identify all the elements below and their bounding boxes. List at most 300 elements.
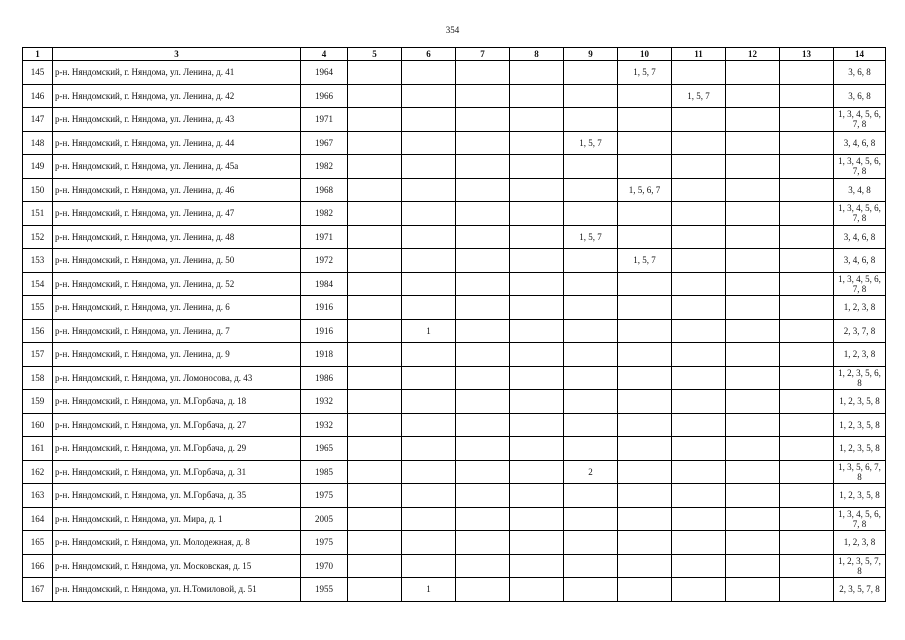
- cell-col-14: 1, 3, 4, 5, 6, 7, 8: [834, 272, 886, 296]
- cell-year: 1968: [301, 178, 348, 202]
- header-cell-7: 7: [456, 48, 510, 61]
- cell-row-number: 157: [23, 343, 53, 367]
- cell-col-9: [564, 202, 618, 226]
- cell-col-13: [780, 225, 834, 249]
- cell-col-14: 1, 3, 4, 5, 6, 7, 8: [834, 108, 886, 132]
- cell-col-14: 1, 3, 4, 5, 6, 7, 8: [834, 507, 886, 531]
- cell-col-5: [348, 61, 402, 85]
- cell-col-11: [672, 390, 726, 414]
- cell-col-9: [564, 366, 618, 390]
- cell-col-13: [780, 437, 834, 461]
- cell-col-10: [618, 413, 672, 437]
- header-cell-9: 9: [564, 48, 618, 61]
- cell-col-5: [348, 437, 402, 461]
- cell-col-9: [564, 343, 618, 367]
- cell-col-11: [672, 366, 726, 390]
- cell-col-7: [456, 178, 510, 202]
- table-body: [23, 61, 886, 602]
- cell-address: р-н. Няндомский, г. Няндома, ул. М.Горбача, д. 35: [53, 484, 301, 508]
- cell-col-12: [726, 484, 780, 508]
- cell-col-5: [348, 155, 402, 179]
- cell-col-9: [564, 84, 618, 108]
- cell-col-8: [510, 272, 564, 296]
- cell-col-6: [402, 225, 456, 249]
- table-row: [23, 578, 886, 602]
- cell-col-13: [780, 61, 834, 85]
- cell-col-10: [618, 578, 672, 602]
- cell-col-8: [510, 296, 564, 320]
- cell-address: р-н. Няндомский, г. Няндома, ул. Н.Томиловой, д. 51: [53, 578, 301, 602]
- cell-col-5: [348, 272, 402, 296]
- cell-address: р-н. Няндомский, г. Няндома, ул. Ленина, д. 44: [53, 131, 301, 155]
- cell-col-6: [402, 460, 456, 484]
- cell-col-9: [564, 484, 618, 508]
- cell-row-number: 148: [23, 131, 53, 155]
- cell-year: 1975: [301, 484, 348, 508]
- cell-col-11: [672, 437, 726, 461]
- cell-col-7: [456, 531, 510, 555]
- table-row: [23, 296, 886, 320]
- cell-col-11: [672, 61, 726, 85]
- cell-col-9: [564, 413, 618, 437]
- cell-col-12: [726, 437, 780, 461]
- cell-col-10: [618, 202, 672, 226]
- cell-col-12: [726, 108, 780, 132]
- header-cell-8: 8: [510, 48, 564, 61]
- cell-col-5: [348, 484, 402, 508]
- cell-col-10: [618, 507, 672, 531]
- cell-col-12: [726, 155, 780, 179]
- cell-col-10: [618, 84, 672, 108]
- cell-col-9: [564, 319, 618, 343]
- page-number: 354: [445, 25, 460, 35]
- cell-col-13: [780, 272, 834, 296]
- cell-col-5: [348, 296, 402, 320]
- cell-row-number: 160: [23, 413, 53, 437]
- cell-col-7: [456, 413, 510, 437]
- cell-year: 1966: [301, 84, 348, 108]
- cell-col-13: [780, 366, 834, 390]
- cell-col-11: [672, 202, 726, 226]
- cell-col-6: [402, 84, 456, 108]
- cell-col-6: [402, 531, 456, 555]
- cell-year: 1986: [301, 366, 348, 390]
- cell-col-10: [618, 531, 672, 555]
- cell-col-13: [780, 413, 834, 437]
- cell-col-14: 2, 3, 5, 7, 8: [834, 578, 886, 602]
- cell-year: 2005: [301, 507, 348, 531]
- cell-col-6: [402, 202, 456, 226]
- cell-row-number: 166: [23, 554, 53, 578]
- cell-col-10: [618, 155, 672, 179]
- cell-col-12: [726, 413, 780, 437]
- cell-row-number: 154: [23, 272, 53, 296]
- cell-col-12: [726, 460, 780, 484]
- cell-col-11: [672, 413, 726, 437]
- cell-col-14: 1, 3, 4, 5, 6, 7, 8: [834, 155, 886, 179]
- cell-col-12: [726, 390, 780, 414]
- cell-col-6: [402, 131, 456, 155]
- cell-year: 1972: [301, 249, 348, 273]
- cell-col-11: [672, 249, 726, 273]
- cell-col-6: [402, 343, 456, 367]
- cell-col-9: 2: [564, 460, 618, 484]
- cell-year: 1982: [301, 155, 348, 179]
- table-row: [23, 366, 886, 390]
- cell-year: 1916: [301, 319, 348, 343]
- table-row: [23, 202, 886, 226]
- cell-col-11: [672, 108, 726, 132]
- cell-col-14: 1, 2, 3, 8: [834, 343, 886, 367]
- cell-col-5: [348, 413, 402, 437]
- cell-col-10: 1, 5, 7: [618, 249, 672, 273]
- cell-year: 1932: [301, 390, 348, 414]
- cell-col-6: [402, 437, 456, 461]
- cell-col-14: 1, 2, 3, 5, 8: [834, 437, 886, 461]
- cell-col-5: [348, 343, 402, 367]
- cell-col-8: [510, 390, 564, 414]
- cell-year: 1971: [301, 108, 348, 132]
- cell-col-9: [564, 554, 618, 578]
- cell-col-13: [780, 84, 834, 108]
- cell-col-13: [780, 296, 834, 320]
- cell-col-5: [348, 178, 402, 202]
- cell-col-11: [672, 319, 726, 343]
- cell-col-11: [672, 225, 726, 249]
- cell-year: 1984: [301, 272, 348, 296]
- cell-col-12: [726, 296, 780, 320]
- cell-address: р-н. Няндомский, г. Няндома, ул. Ленина, д. 45а: [53, 155, 301, 179]
- cell-col-14: 3, 4, 6, 8: [834, 131, 886, 155]
- cell-year: 1967: [301, 131, 348, 155]
- cell-col-5: [348, 84, 402, 108]
- cell-col-7: [456, 155, 510, 179]
- cell-col-6: [402, 249, 456, 273]
- cell-col-10: [618, 272, 672, 296]
- cell-col-13: [780, 202, 834, 226]
- cell-address: р-н. Няндомский, г. Няндома, ул. Ленина, д. 46: [53, 178, 301, 202]
- cell-row-number: 152: [23, 225, 53, 249]
- cell-col-5: [348, 319, 402, 343]
- cell-col-8: [510, 155, 564, 179]
- cell-row-number: 156: [23, 319, 53, 343]
- cell-row-number: 150: [23, 178, 53, 202]
- cell-col-9: 1, 5, 7: [564, 131, 618, 155]
- cell-col-12: [726, 225, 780, 249]
- data-table: [22, 47, 886, 602]
- cell-col-11: [672, 178, 726, 202]
- cell-col-6: [402, 272, 456, 296]
- cell-col-8: [510, 413, 564, 437]
- cell-col-6: 1: [402, 578, 456, 602]
- cell-col-9: [564, 578, 618, 602]
- cell-row-number: 167: [23, 578, 53, 602]
- header-cell-12: 12: [726, 48, 780, 61]
- cell-col-14: 3, 4, 8: [834, 178, 886, 202]
- header-cell-10: 10: [618, 48, 672, 61]
- cell-col-13: [780, 390, 834, 414]
- cell-col-10: [618, 343, 672, 367]
- table-row: [23, 178, 886, 202]
- cell-col-7: [456, 61, 510, 85]
- table-row: [23, 413, 886, 437]
- cell-col-14: 1, 2, 3, 5, 7, 8: [834, 554, 886, 578]
- cell-col-10: 1, 5, 6, 7: [618, 178, 672, 202]
- cell-col-8: [510, 460, 564, 484]
- table-row: [23, 84, 886, 108]
- cell-col-11: [672, 578, 726, 602]
- cell-col-8: [510, 437, 564, 461]
- cell-col-11: [672, 155, 726, 179]
- cell-col-10: [618, 554, 672, 578]
- cell-col-11: [672, 272, 726, 296]
- cell-col-13: [780, 131, 834, 155]
- cell-col-8: [510, 225, 564, 249]
- cell-col-12: [726, 531, 780, 555]
- cell-col-12: [726, 178, 780, 202]
- cell-col-10: [618, 319, 672, 343]
- cell-col-13: [780, 249, 834, 273]
- cell-col-7: [456, 108, 510, 132]
- header-cell-1: 1: [23, 48, 53, 61]
- cell-col-10: [618, 484, 672, 508]
- cell-col-13: [780, 554, 834, 578]
- cell-col-14: 3, 6, 8: [834, 84, 886, 108]
- cell-col-10: [618, 296, 672, 320]
- cell-row-number: 158: [23, 366, 53, 390]
- cell-col-12: [726, 61, 780, 85]
- cell-year: 1975: [301, 531, 348, 555]
- header-cell-11: 11: [672, 48, 726, 61]
- cell-col-14: 1, 3, 4, 5, 6, 7, 8: [834, 202, 886, 226]
- cell-col-9: [564, 437, 618, 461]
- cell-col-6: [402, 108, 456, 132]
- cell-year: 1932: [301, 413, 348, 437]
- header-cell-4: 4: [301, 48, 348, 61]
- cell-col-6: [402, 178, 456, 202]
- cell-row-number: 149: [23, 155, 53, 179]
- table-row: [23, 225, 886, 249]
- cell-col-8: [510, 202, 564, 226]
- cell-col-12: [726, 131, 780, 155]
- cell-col-11: [672, 343, 726, 367]
- cell-year: 1982: [301, 202, 348, 226]
- cell-col-7: [456, 390, 510, 414]
- cell-address: р-н. Няндомский, г. Няндома, ул. М.Горбача, д. 29: [53, 437, 301, 461]
- cell-col-7: [456, 343, 510, 367]
- cell-year: 1970: [301, 554, 348, 578]
- cell-col-11: [672, 460, 726, 484]
- cell-col-7: [456, 460, 510, 484]
- cell-address: р-н. Няндомский, г. Няндома, ул. Ленина, д. 43: [53, 108, 301, 132]
- cell-col-9: [564, 178, 618, 202]
- cell-col-9: [564, 272, 618, 296]
- cell-col-6: [402, 155, 456, 179]
- cell-address: р-н. Няндомский, г. Няндома, ул. Ленина, д. 41: [53, 61, 301, 85]
- cell-col-8: [510, 343, 564, 367]
- cell-col-8: [510, 484, 564, 508]
- cell-col-13: [780, 578, 834, 602]
- cell-col-7: [456, 554, 510, 578]
- table-row: [23, 131, 886, 155]
- cell-col-14: 1, 2, 3, 8: [834, 531, 886, 555]
- cell-col-14: 1, 3, 5, 6, 7, 8: [834, 460, 886, 484]
- cell-col-11: [672, 507, 726, 531]
- cell-year: 1964: [301, 61, 348, 85]
- cell-col-11: [672, 531, 726, 555]
- table-row: [23, 390, 886, 414]
- cell-col-7: [456, 484, 510, 508]
- cell-col-6: [402, 484, 456, 508]
- cell-col-13: [780, 484, 834, 508]
- cell-col-5: [348, 202, 402, 226]
- table-row: [23, 507, 886, 531]
- cell-col-12: [726, 272, 780, 296]
- header-cell-6: 6: [402, 48, 456, 61]
- cell-col-11: [672, 131, 726, 155]
- cell-row-number: 145: [23, 61, 53, 85]
- cell-col-8: [510, 319, 564, 343]
- cell-col-8: [510, 249, 564, 273]
- cell-col-14: 3, 4, 6, 8: [834, 249, 886, 273]
- cell-col-9: [564, 296, 618, 320]
- cell-col-14: 2, 3, 7, 8: [834, 319, 886, 343]
- cell-col-5: [348, 460, 402, 484]
- cell-col-12: [726, 249, 780, 273]
- cell-col-14: 3, 6, 8: [834, 61, 886, 85]
- cell-col-14: 3, 4, 6, 8: [834, 225, 886, 249]
- cell-address: р-н. Няндомский, г. Няндома, ул. Московская, д. 15: [53, 554, 301, 578]
- cell-address: р-н. Няндомский, г. Няндома, ул. Ленина, д. 48: [53, 225, 301, 249]
- cell-col-8: [510, 578, 564, 602]
- cell-col-6: [402, 296, 456, 320]
- cell-col-8: [510, 131, 564, 155]
- header-row: [23, 48, 886, 61]
- table-row: [23, 155, 886, 179]
- cell-col-8: [510, 507, 564, 531]
- cell-col-7: [456, 319, 510, 343]
- cell-col-11: [672, 554, 726, 578]
- cell-address: р-н. Няндомский, г. Няндома, ул. Ленина, д. 6: [53, 296, 301, 320]
- cell-address: р-н. Няндомский, г. Няндома, ул. Ленина, д. 50: [53, 249, 301, 273]
- cell-col-14: 1, 2, 3, 5, 8: [834, 413, 886, 437]
- cell-col-10: [618, 366, 672, 390]
- cell-col-12: [726, 578, 780, 602]
- cell-col-13: [780, 155, 834, 179]
- cell-col-11: [672, 296, 726, 320]
- cell-col-10: [618, 131, 672, 155]
- cell-address: р-н. Няндомский, г. Няндома, ул. М.Горбача, д. 18: [53, 390, 301, 414]
- cell-col-7: [456, 84, 510, 108]
- cell-col-7: [456, 578, 510, 602]
- cell-col-5: [348, 225, 402, 249]
- header-cell-13: 13: [780, 48, 834, 61]
- cell-address: р-н. Няндомский, г. Няндома, ул. Молодежная, д. 8: [53, 531, 301, 555]
- cell-col-12: [726, 366, 780, 390]
- cell-col-6: [402, 507, 456, 531]
- cell-col-14: 1, 2, 3, 8: [834, 296, 886, 320]
- cell-col-14: 1, 2, 3, 5, 6, 8: [834, 366, 886, 390]
- cell-address: р-н. Няндомский, г. Няндома, ул. Ленина, д. 52: [53, 272, 301, 296]
- cell-address: р-н. Няндомский, г. Няндома, ул. Ленина, д. 7: [53, 319, 301, 343]
- table-row: [23, 108, 886, 132]
- cell-row-number: 153: [23, 249, 53, 273]
- cell-col-6: [402, 390, 456, 414]
- cell-col-10: 1, 5, 7: [618, 61, 672, 85]
- cell-row-number: 164: [23, 507, 53, 531]
- cell-address: р-н. Няндомский, г. Няндома, ул. Ленина, д. 42: [53, 84, 301, 108]
- table-row: [23, 460, 886, 484]
- cell-col-12: [726, 319, 780, 343]
- cell-row-number: 146: [23, 84, 53, 108]
- cell-col-10: [618, 460, 672, 484]
- cell-col-6: [402, 61, 456, 85]
- cell-col-14: 1, 2, 3, 5, 8: [834, 390, 886, 414]
- cell-col-6: 1: [402, 319, 456, 343]
- cell-col-12: [726, 554, 780, 578]
- cell-col-9: [564, 61, 618, 85]
- cell-col-13: [780, 319, 834, 343]
- cell-col-9: [564, 390, 618, 414]
- cell-year: 1955: [301, 578, 348, 602]
- cell-col-5: [348, 554, 402, 578]
- cell-year: 1965: [301, 437, 348, 461]
- cell-col-8: [510, 108, 564, 132]
- cell-col-12: [726, 507, 780, 531]
- cell-row-number: 159: [23, 390, 53, 414]
- cell-col-11: [672, 484, 726, 508]
- cell-col-9: [564, 507, 618, 531]
- cell-col-7: [456, 366, 510, 390]
- cell-col-6: [402, 366, 456, 390]
- cell-col-8: [510, 554, 564, 578]
- cell-year: 1916: [301, 296, 348, 320]
- table-row: [23, 554, 886, 578]
- cell-col-7: [456, 225, 510, 249]
- table-row: [23, 61, 886, 85]
- cell-col-11: 1, 5, 7: [672, 84, 726, 108]
- cell-col-10: [618, 390, 672, 414]
- cell-col-7: [456, 202, 510, 226]
- cell-col-10: [618, 437, 672, 461]
- cell-address: р-н. Няндомский, г. Няндома, ул. Ленина, д. 47: [53, 202, 301, 226]
- cell-col-7: [456, 296, 510, 320]
- cell-address: р-н. Няндомский, г. Няндома, ул. М.Горбача, д. 27: [53, 413, 301, 437]
- cell-col-5: [348, 531, 402, 555]
- cell-col-10: [618, 108, 672, 132]
- cell-col-13: [780, 507, 834, 531]
- header-cell-3: 3: [53, 48, 301, 61]
- cell-col-9: [564, 531, 618, 555]
- cell-col-13: [780, 343, 834, 367]
- cell-address: р-н. Няндомский, г. Няндома, ул. Мира, д. 1: [53, 507, 301, 531]
- cell-col-5: [348, 108, 402, 132]
- cell-col-7: [456, 249, 510, 273]
- cell-col-12: [726, 343, 780, 367]
- cell-col-10: [618, 225, 672, 249]
- cell-col-13: [780, 460, 834, 484]
- table-row: [23, 343, 886, 367]
- cell-year: 1985: [301, 460, 348, 484]
- cell-col-5: [348, 249, 402, 273]
- cell-col-8: [510, 61, 564, 85]
- cell-col-9: [564, 249, 618, 273]
- cell-col-9: [564, 108, 618, 132]
- cell-col-5: [348, 131, 402, 155]
- cell-col-8: [510, 531, 564, 555]
- cell-year: 1971: [301, 225, 348, 249]
- cell-col-9: [564, 155, 618, 179]
